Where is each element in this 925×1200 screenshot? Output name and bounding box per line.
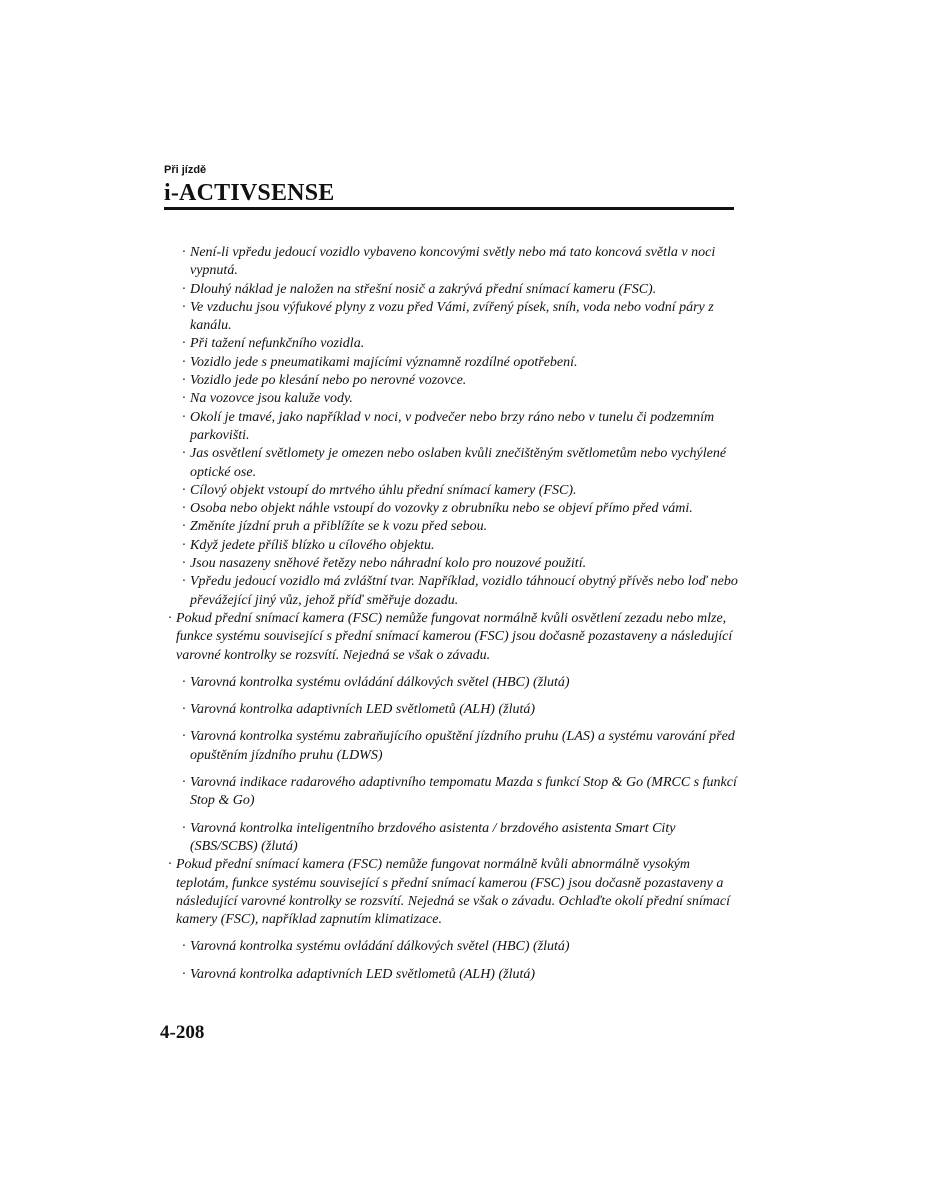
warning-text: Varovná kontrolka adaptivních LED světlometů (ALH) (žlutá) xyxy=(190,702,536,718)
bullet-marker: · xyxy=(182,702,186,718)
warning-item xyxy=(160,966,740,984)
bullet-marker: · xyxy=(182,336,186,352)
condition-text: Vozidlo jede po klesání nebo po nerovné vozovce. xyxy=(190,373,467,389)
header-rule xyxy=(164,207,734,210)
note-temperature xyxy=(160,856,740,929)
bullet-marker: · xyxy=(182,281,186,297)
conditions-list xyxy=(160,244,740,610)
bullet-marker: · xyxy=(182,482,186,498)
condition-text: Cílový objekt vstoupí do mrtvého úhlu přední snímací kamery (FSC). xyxy=(190,482,577,498)
condition-text: Vpředu jedoucí vozidlo má zvláštní tvar. Například, vozidlo táhnoucí obytný přívěs nebo loď nebo převážející jiný vůz, jehož příď směřuje dozadu. xyxy=(190,574,738,608)
condition-item xyxy=(160,482,740,500)
bullet-marker: · xyxy=(182,966,186,982)
warning-text: Varovná kontrolka inteligentního brzdového asistenta / brzdového asistenta Smart City (SBS/SCBS) (žlutá) xyxy=(190,820,676,854)
condition-text: Okolí je tmavé, jako například v noci, v podvečer nebo brzy ráno nebo v tunelu či podzemním parkovišti. xyxy=(190,409,715,443)
page-header xyxy=(164,163,734,207)
note-backlight xyxy=(160,610,740,665)
bullet-marker: · xyxy=(182,574,186,590)
bullet-marker: · xyxy=(182,245,186,260)
warning-item xyxy=(160,820,740,857)
bullet-marker: · xyxy=(168,857,172,873)
warning-text: Varovná kontrolka systému ovládání dálkových světel (HBC) (žlutá) xyxy=(190,939,570,955)
condition-item xyxy=(160,500,740,518)
bullet-marker: · xyxy=(182,519,186,535)
warning-item xyxy=(160,938,740,956)
condition-item xyxy=(160,573,740,610)
warning-item xyxy=(160,774,740,811)
bullet-marker: · xyxy=(182,409,186,425)
bullet-marker: · xyxy=(182,537,186,553)
bullet-marker: · xyxy=(182,373,186,389)
warning-text: Varovná kontrolka systému ovládání dálkových světel (HBC) (žlutá) xyxy=(190,674,570,690)
section-label: Při jízdě xyxy=(164,164,207,176)
condition-item xyxy=(160,354,740,372)
warning-text: Varovná kontrolka adaptivních LED světlometů (ALH) (žlutá) xyxy=(190,966,536,982)
condition-text: Jas osvětlení světlomety je omezen nebo oslaben kvůli znečištěným světlometům nebo vychýlené optické ose. xyxy=(190,446,727,480)
condition-item xyxy=(160,335,740,353)
warning-item xyxy=(160,674,740,692)
condition-item xyxy=(160,372,740,390)
condition-text: Ve vzduchu jsou výfukové plyny z vozu před Vámi, zvířený písek, sníh, voda nebo vodní páry z kanálu. xyxy=(190,299,714,334)
bullet-marker: · xyxy=(182,939,186,955)
condition-text: Dlouhý náklad je naložen na střešní nosič a zakrývá přední snímací kameru (FSC). xyxy=(190,281,657,297)
condition-text: Osoba nebo objekt náhle vstoupí do vozovky z obrubníku nebo se objeví přímo před vámi. xyxy=(190,501,693,517)
condition-item xyxy=(160,518,740,536)
bullet-marker: · xyxy=(182,501,186,517)
bullet-marker: · xyxy=(182,354,186,370)
note-backlight-text: Pokud přední snímací kamera (FSC) nemůže fungovat normálně kvůli osvětlení zezadu nebo mlze, funkce systému související s přední snímací kamerou (FSC) jsou dočasně pozastaveny a následující varovné kontrolky se rozsvítí. Nejedná se však o závadu. xyxy=(176,610,733,663)
condition-item xyxy=(160,445,740,482)
condition-item xyxy=(160,244,740,281)
condition-item xyxy=(160,281,740,299)
condition-item xyxy=(160,409,740,446)
bullet-marker: · xyxy=(182,391,186,407)
condition-text: Není-li vpředu jedoucí vozidlo vybaveno koncovými světly nebo má tato koncová světla v noci vypnutá. xyxy=(190,245,716,279)
warning-text: Varovná indikace radarového adaptivního tempomatu Mazda s funkcí Stop & Go (MRCC s funkcí Stop & Go) xyxy=(190,775,737,809)
condition-text: Když jedete příliš blízko u cílového objektu. xyxy=(190,537,435,553)
page-title: i-ACTIVSENSE xyxy=(164,180,335,206)
page-number: 4-208 xyxy=(160,1022,205,1043)
bullet-marker: · xyxy=(182,299,186,315)
warning-text: Varovná kontrolka systému zabraňujícího opuštění jízdního pruhu (LAS) a systému varování před opuštěním jízdního pruhu (LDWS) xyxy=(190,729,735,763)
condition-text: Jsou nasazeny sněhové řetězy nebo náhradní kolo pro nouzové použití. xyxy=(190,556,587,572)
condition-text: Vozidlo jede s pneumatikami majícími významně rozdílné opotřebení. xyxy=(190,354,578,370)
condition-item xyxy=(160,555,740,573)
bullet-marker: · xyxy=(182,820,186,836)
condition-text: Na vozovce jsou kaluže vody. xyxy=(190,391,353,407)
warning-item xyxy=(160,728,740,765)
note-temperature-text: Pokud přední snímací kamera (FSC) nemůže fungovat normálně kvůli abnormálně vysokým teplotám, funkce systému související s přední snímací kamerou (FSC) jsou dočasně pozastaveny a následující varovné kontrolky se rozsvítí. Nejedná se však o závadu. Ochlaďte okolí přední snímací kamery (FSC), například zapnutím klimatizace. xyxy=(176,857,731,928)
bullet-marker: · xyxy=(168,610,172,626)
page-content xyxy=(160,244,740,984)
condition-text: Změníte jízdní pruh a přiblížíte se k vozu před sebou. xyxy=(190,519,488,535)
bullet-marker: · xyxy=(182,775,186,791)
bullet-marker: · xyxy=(182,446,186,462)
warning-list-temperature xyxy=(160,938,740,984)
condition-item xyxy=(160,390,740,408)
condition-item xyxy=(160,537,740,555)
bullet-marker: · xyxy=(182,729,186,745)
bullet-marker: · xyxy=(182,674,186,690)
warning-list-backlight xyxy=(160,674,740,856)
bullet-marker: · xyxy=(182,556,186,572)
warning-item xyxy=(160,701,740,719)
condition-text: Při tažení nefunkčního vozidla. xyxy=(190,336,365,352)
condition-item xyxy=(160,299,740,336)
